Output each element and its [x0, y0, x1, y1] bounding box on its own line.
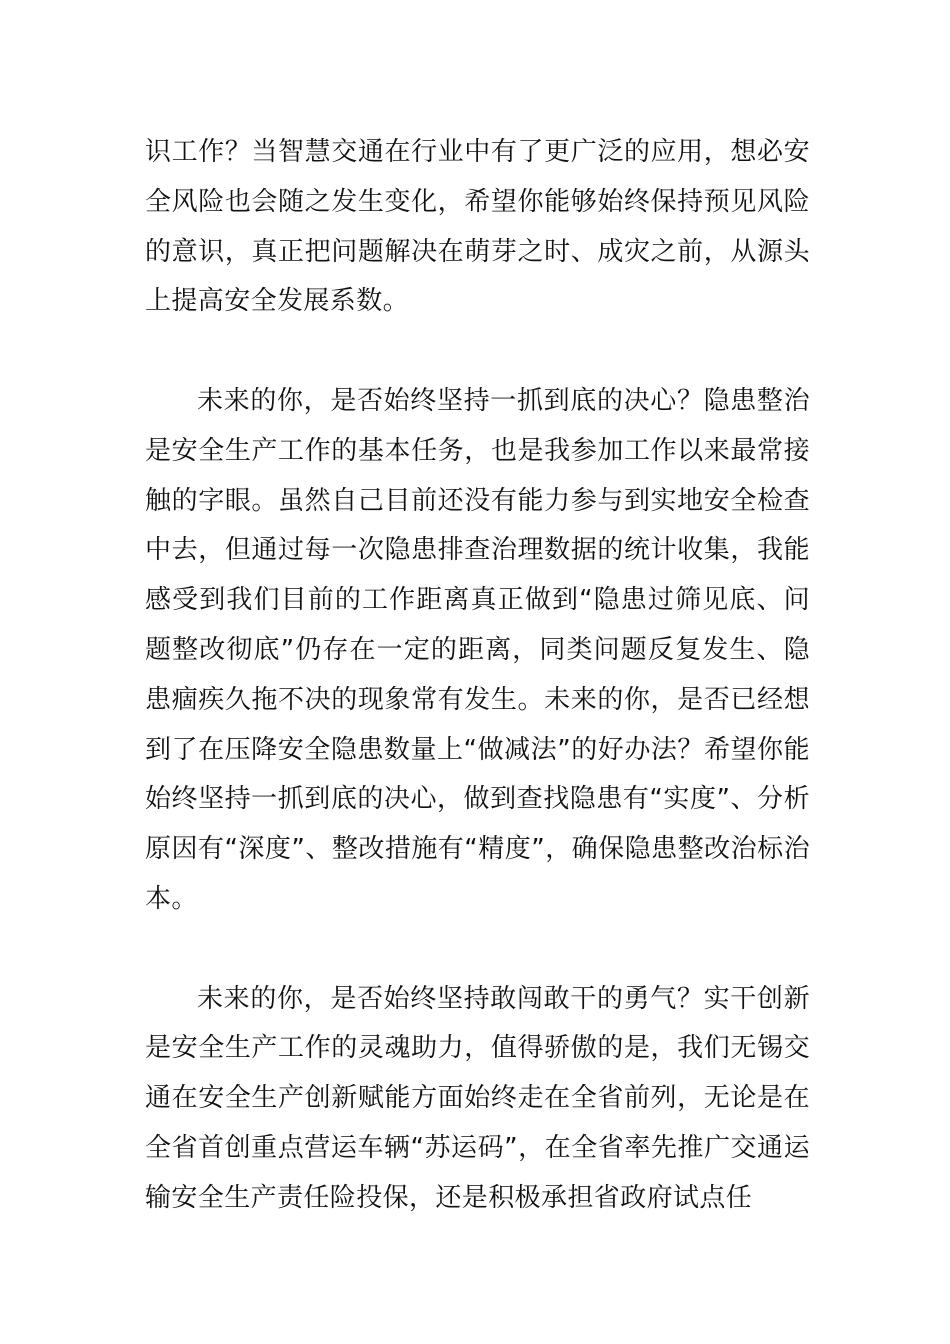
document-body	[145, 128, 810, 1224]
paragraph-innovation: 未来的你，是否始终坚持敢闯敢干的勇气？实干创新是安全生产工作的灵魂助力，值得骄傲的是，我们无锡交通在安全生产创新赋能方面始终走在全省前列，无论是在全省首创重点营运车辆“苏运码”，在全省率先推广交通运输安全生产责任险投保，还是积极承担省政府试点任	[145, 983, 810, 1213]
paragraph-spacer	[145, 925, 810, 975]
paragraph-spacer	[145, 327, 810, 377]
paragraph-continuation: 识工作？当智慧交通在行业中有了更广泛的应用，想必安全风险也会随之发生变化，希望你能够始终保持预见风险的意识，真正把问题解决在萌芽之时、成灾之前，从源头上提高安全发展系数。	[145, 137, 810, 317]
paragraph-hidden-danger: 未来的你，是否始终坚持一抓到底的决心？隐患整治是安全生产工作的基本任务，也是我参加工作以来最常接触的字眼。虽然自己目前还没有能力参与到实地安全检查中去，但通过每一次隐患排查治理数据的统计收集，我能感受到我们目前的工作距离真正做到“隐患过筛见底、问题整改彻底”仍存在一定的距离，同类问题反复发生、隐患痼疾久拖不决的现象常有发生。未来的你，是否已经想到了在压降安全隐患数量上“做减法”的好办法？希望你能始终坚持一抓到底的决心，做到查找隐患有“实度”、分析原因有“深度”、整改措施有“精度”，确保隐患整改治标治本。	[145, 385, 810, 914]
